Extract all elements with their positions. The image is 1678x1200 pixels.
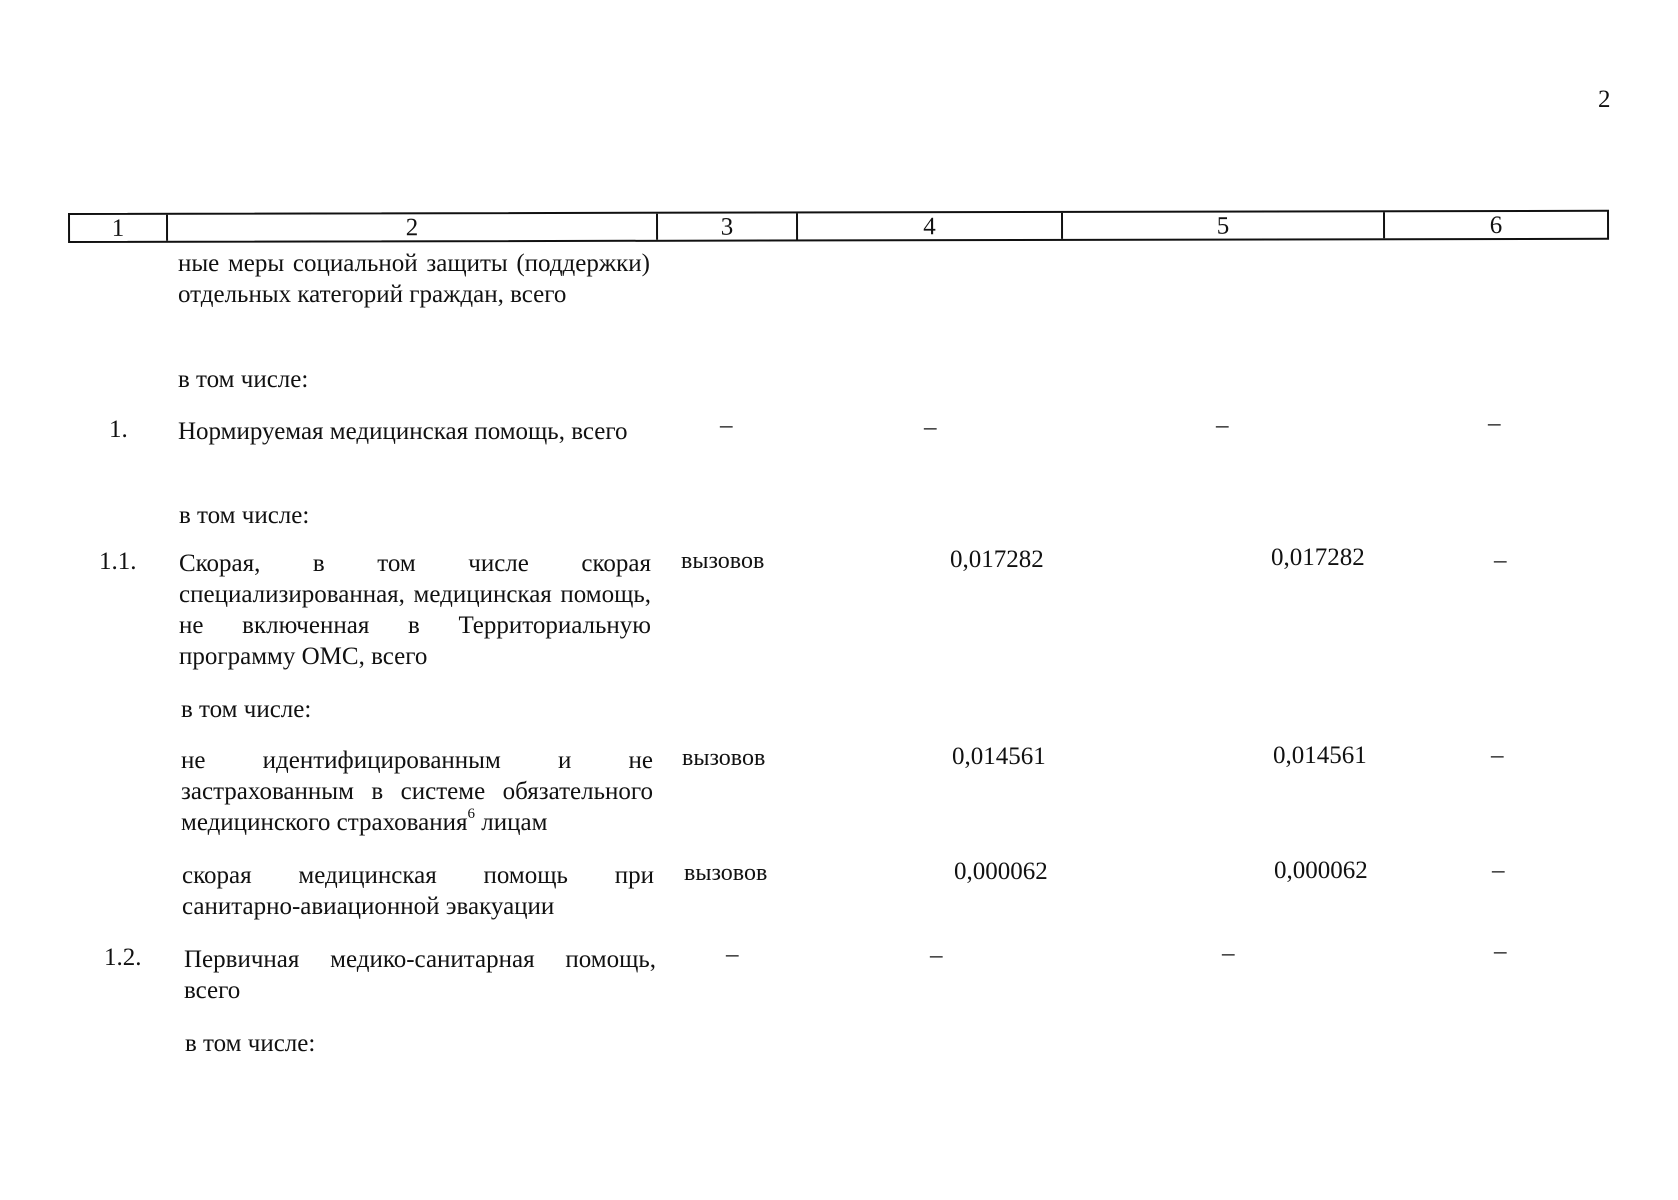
row-col5: – — [1222, 940, 1235, 967]
row-col5: – — [1216, 412, 1229, 439]
row-unit: вызовов — [682, 745, 766, 771]
row-description — [181, 745, 653, 838]
row-description: в том числе: — [179, 502, 310, 529]
row-col6: – — [1491, 742, 1504, 769]
row-col5: 0,000062 — [1274, 857, 1368, 884]
page-number: 2 — [1598, 86, 1611, 113]
row-description-text: не идентифицированным и не застрахованным в системе обязательного медицинского страхования — [181, 747, 653, 836]
row-number: 1. — [109, 416, 128, 443]
table-header — [68, 210, 1609, 243]
header-col-5: 5 — [1063, 212, 1385, 239]
row-col6: – — [1494, 547, 1507, 574]
header-col-4: 4 — [798, 213, 1063, 240]
row-description-text: ные меры социальной защиты (поддержки) отдельных категорий граждан, всего — [178, 250, 650, 308]
row-description — [178, 248, 650, 310]
row-description: в том числе: — [178, 366, 309, 393]
header-col-6: 6 — [1489, 211, 1503, 239]
row-unit: вызовов — [681, 548, 765, 574]
row-col4: 0,017282 — [950, 546, 1044, 573]
row-col5: 0,014561 — [1273, 742, 1367, 769]
row-description: Нормируемая медицинская помощь, всего — [178, 418, 628, 445]
row-description: в том числе: — [181, 696, 312, 723]
row-col4: – — [924, 414, 937, 441]
row-col4: 0,000062 — [954, 858, 1048, 885]
row-unit: – — [720, 412, 733, 439]
row-description: скорая медицинская помощь при санитарно-авиационной эвакуации — [182, 862, 654, 920]
row-description: в том числе: — [185, 1030, 316, 1057]
row-number: 1.1. — [99, 548, 137, 575]
row-unit: вызовов — [684, 860, 768, 886]
row-col6: – — [1492, 857, 1505, 884]
footnote-marker: 6 — [467, 806, 475, 822]
row-col4: 0,014561 — [952, 743, 1046, 770]
header-col-1: 1 — [70, 215, 168, 241]
row-col5: 0,017282 — [1271, 544, 1365, 571]
row-description: Первичная медико-санитарная помощь, всего — [184, 946, 656, 1004]
row-col4: – — [930, 942, 943, 969]
row-description-suffix: лицам — [474, 809, 548, 836]
row-unit: – — [726, 941, 739, 968]
header-col-3: 3 — [658, 213, 798, 239]
row-col6: – — [1494, 938, 1507, 965]
row-number: 1.2. — [104, 944, 142, 971]
row-col6: – — [1488, 410, 1501, 437]
row-description: Скорая, в том числе скорая специализированная, медицинская помощь, не включенная в Территориальную программу ОМС, всего — [179, 550, 651, 670]
header-col-2: 2 — [168, 214, 658, 241]
